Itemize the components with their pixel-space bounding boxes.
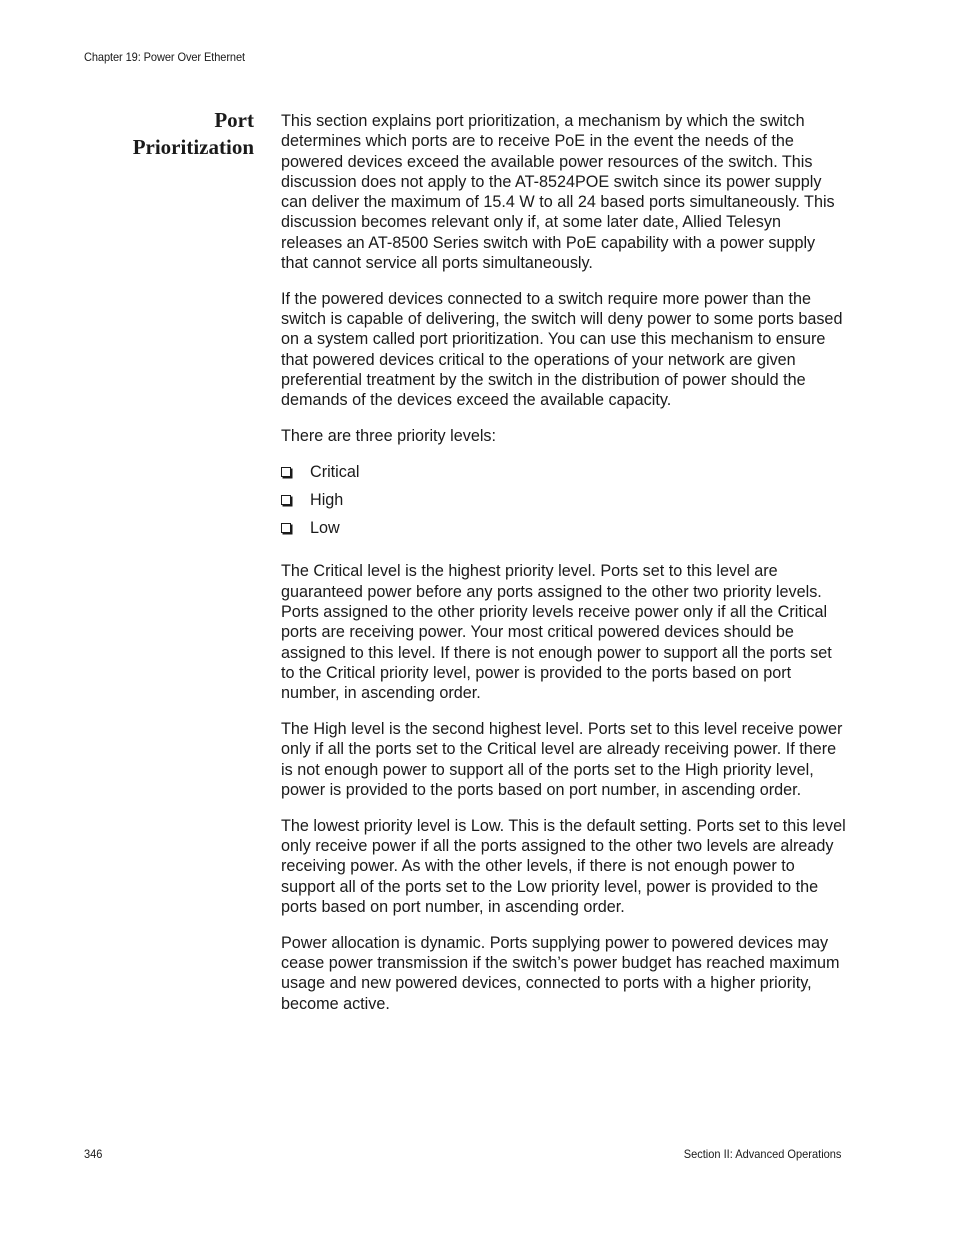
section-heading-line-2: Prioritization <box>132 135 254 159</box>
paragraph-low-level: The lowest priority level is Low. This is the default setting. Ports set to this level only receive power if all the ports assigned to the other two levels are already receiving power. As with the other levels, if there is not enough power to support all of the ports set to the Low priority level, power is provided to the ports based on port number, in ascending order. <box>281 816 846 916</box>
paragraph-levels-intro: There are three priority levels: <box>281 427 497 446</box>
list-item <box>281 462 846 490</box>
list-item-label: Low <box>310 518 340 537</box>
list-item <box>281 518 846 546</box>
running-header: Chapter 19: Power Over Ethernet <box>84 50 245 64</box>
paragraph-dynamic-allocation: Power allocation is dynamic. Ports supplying power to powered devices may cease power transmission if the switch’s power budget has reached maximum usage and new powered devices, connected to ports with a higher priority, become active. <box>281 933 840 1013</box>
section-heading-line-1: Port <box>214 108 254 132</box>
list-item-label: Critical <box>310 462 360 481</box>
checkbox-bullet-icon <box>281 467 291 477</box>
list-item <box>281 490 846 518</box>
checkbox-bullet-icon <box>281 495 291 505</box>
checkbox-bullet-icon <box>281 523 291 533</box>
paragraph-intro: This section explains port prioritization, a mechanism by which the switch determines which ports are to receive PoE in the event the needs of the powered devices exceed the available power resources of the switch. This discussion does not apply to the AT-8524POE switch since its power supply can deliver the maximum of 15.4 W to all 24 based ports simultaneously. This discussion becomes relevant only if, at some later date, Allied Telesyn releases an AT-8500 Series switch with PoE capability with a power supply that cannot service all ports simultaneously. <box>281 112 835 273</box>
page-number: 346 <box>84 1147 103 1161</box>
paragraph-high-level: The High level is the second highest level. Ports set to this level receive power only if all the ports set to the Critical level are already receiving power. If there is not enough power to support all of the ports set to the High priority level, power is provided to the ports based on port number, in ascending order. <box>281 720 843 799</box>
paragraph-critical-level: The Critical level is the highest priority level. Ports set to this level are guaranteed power before any ports assigned to the other two priority levels. Ports assigned to the other priority levels receive power only if all the Critical ports are receiving power. Your most critical powered devices should be assigned to this level. If there is not enough power to support all the ports set to the Critical priority level, power is provided to the ports based on port number, in ascending order. <box>281 562 832 703</box>
body-text <box>281 111 846 1029</box>
running-footer: Section II: Advanced Operations <box>683 1147 841 1161</box>
section-heading <box>84 107 254 161</box>
priority-level-list <box>281 462 846 546</box>
paragraph-deny-power: If the powered devices connected to a switch require more power than the switch is capable of delivering, the switch will deny power to some ports based on a system called port prioritization. You can use this mechanism to ensure that powered devices critical to the operations of your network are given preferential treatment by the switch in the distribution of power should the demands of the devices exceed the available capacity. <box>281 289 843 410</box>
list-item-label: High <box>310 490 344 509</box>
